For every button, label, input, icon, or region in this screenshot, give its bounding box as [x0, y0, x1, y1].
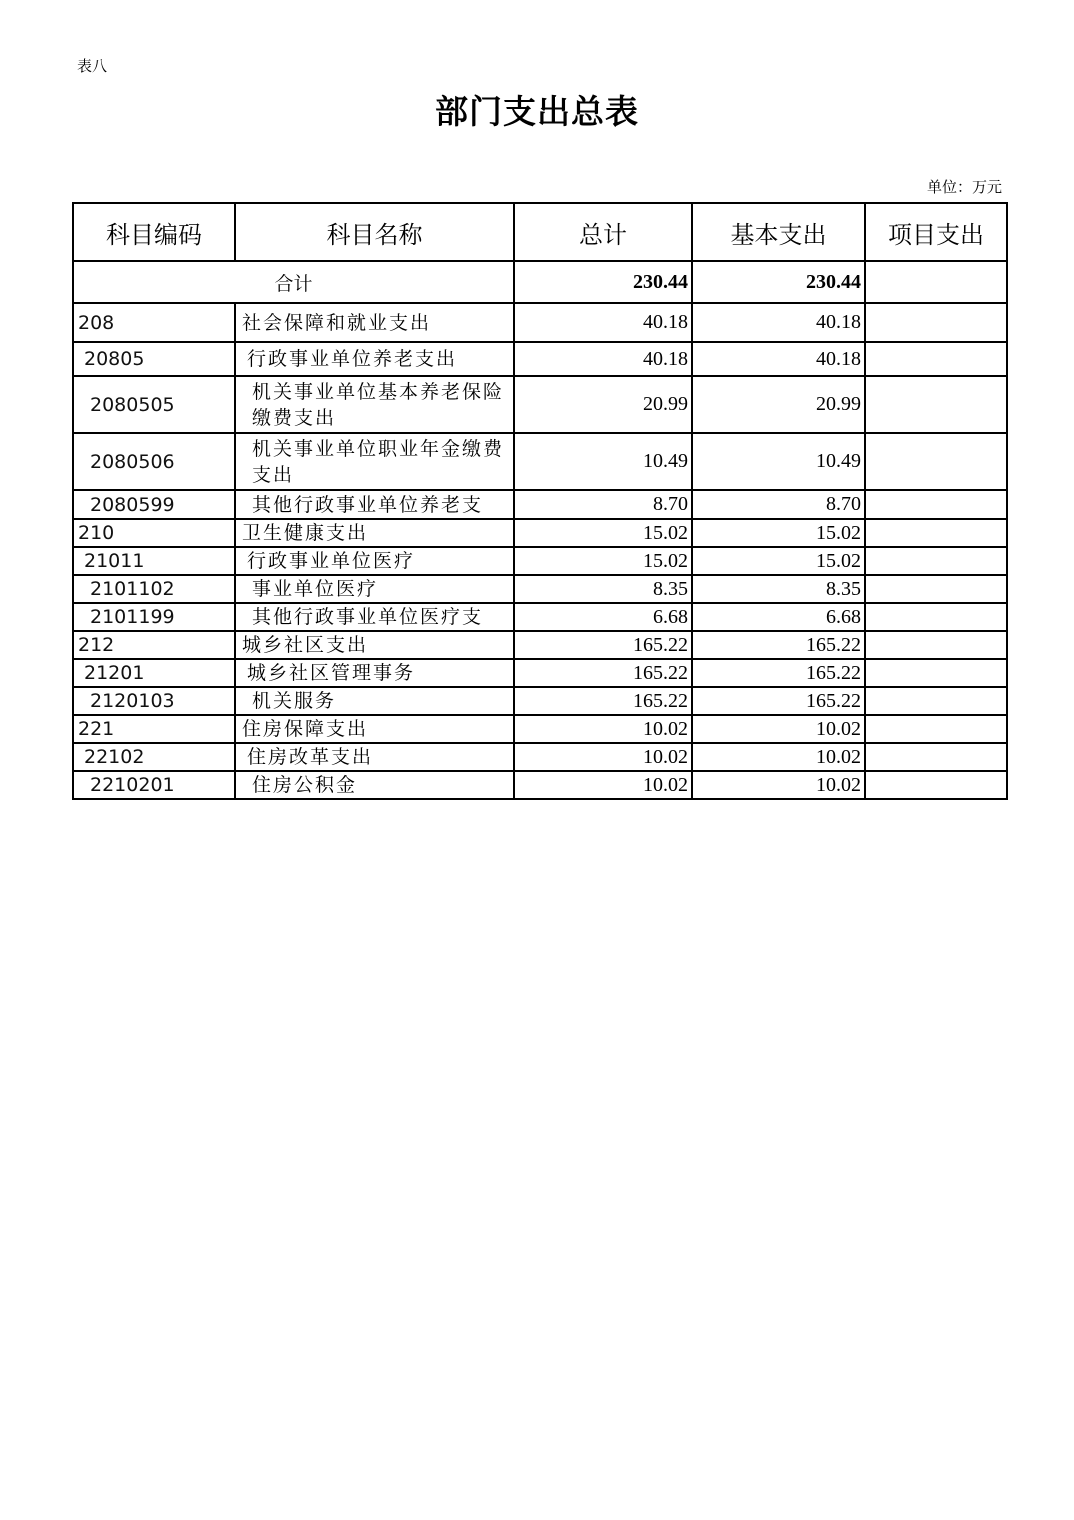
row-code: 2210201 — [73, 771, 235, 799]
row-total: 10.02 — [514, 771, 692, 799]
row-name: 城乡社区管理事务 — [235, 659, 514, 687]
row-code: 2080505 — [73, 376, 235, 433]
row-name: 其他行政事业单位养老支 — [235, 490, 514, 519]
table-row — [73, 659, 1007, 687]
row-basic: 10.49 — [692, 433, 865, 490]
table-row — [73, 771, 1007, 799]
row-total: 10.02 — [514, 715, 692, 743]
row-basic: 8.35 — [692, 575, 865, 603]
row-project — [865, 575, 1007, 603]
row-code: 2101102 — [73, 575, 235, 603]
table-row — [73, 715, 1007, 743]
row-basic: 40.18 — [692, 342, 865, 376]
expenditure-table — [72, 202, 1008, 800]
row-basic: 10.02 — [692, 715, 865, 743]
row-name: 机关事业单位基本养老保险缴费支出 — [235, 376, 514, 433]
row-project — [865, 631, 1007, 659]
row-project — [865, 519, 1007, 547]
row-basic: 165.22 — [692, 659, 865, 687]
row-code: 208 — [73, 303, 235, 342]
header-row — [73, 203, 1007, 261]
header-name: 科目名称 — [235, 203, 514, 261]
row-code: 22102 — [73, 743, 235, 771]
table-row — [73, 433, 1007, 490]
table-row — [73, 743, 1007, 771]
table-row — [73, 631, 1007, 659]
row-total: 10.02 — [514, 743, 692, 771]
row-code: 221 — [73, 715, 235, 743]
row-basic: 165.22 — [692, 631, 865, 659]
row-project — [865, 715, 1007, 743]
row-code: 2101199 — [73, 603, 235, 631]
row-total: 8.35 — [514, 575, 692, 603]
header-project: 项目支出 — [865, 203, 1007, 261]
header-total: 总计 — [514, 203, 692, 261]
row-total: 8.70 — [514, 490, 692, 519]
row-total: 15.02 — [514, 547, 692, 575]
row-name: 机关事业单位职业年金缴费支出 — [235, 433, 514, 490]
row-project — [865, 376, 1007, 433]
row-name: 事业单位医疗 — [235, 575, 514, 603]
table-row — [73, 376, 1007, 433]
row-name: 住房公积金 — [235, 771, 514, 799]
table-row — [73, 303, 1007, 342]
row-basic: 6.68 — [692, 603, 865, 631]
row-project — [865, 433, 1007, 490]
row-name: 行政事业单位养老支出 — [235, 342, 514, 376]
page-title: 部门支出总表 — [435, 92, 639, 131]
table-tag: 表八 — [77, 57, 108, 75]
row-project — [865, 743, 1007, 771]
row-name: 社会保障和就业支出 — [235, 303, 514, 342]
table-row — [73, 519, 1007, 547]
table-row — [73, 575, 1007, 603]
total-project — [865, 261, 1007, 303]
row-basic: 10.02 — [692, 743, 865, 771]
row-code: 2080599 — [73, 490, 235, 519]
row-basic: 15.02 — [692, 519, 865, 547]
row-total: 20.99 — [514, 376, 692, 433]
row-name: 城乡社区支出 — [235, 631, 514, 659]
total-row — [73, 261, 1007, 303]
row-total: 40.18 — [514, 303, 692, 342]
row-total: 165.22 — [514, 659, 692, 687]
row-name: 卫生健康支出 — [235, 519, 514, 547]
total-basic: 230.44 — [692, 261, 865, 303]
row-total: 40.18 — [514, 342, 692, 376]
row-code: 21011 — [73, 547, 235, 575]
row-name: 其他行政事业单位医疗支 — [235, 603, 514, 631]
row-project — [865, 490, 1007, 519]
total-label: 合计 — [73, 261, 514, 303]
row-basic: 8.70 — [692, 490, 865, 519]
row-project — [865, 303, 1007, 342]
table-row — [73, 687, 1007, 715]
row-name: 行政事业单位医疗 — [235, 547, 514, 575]
row-name: 住房保障支出 — [235, 715, 514, 743]
table-row — [73, 342, 1007, 376]
row-basic: 40.18 — [692, 303, 865, 342]
row-name: 住房改革支出 — [235, 743, 514, 771]
row-total: 165.22 — [514, 631, 692, 659]
row-code: 20805 — [73, 342, 235, 376]
row-project — [865, 342, 1007, 376]
row-project — [865, 659, 1007, 687]
row-basic: 15.02 — [692, 547, 865, 575]
row-name: 机关服务 — [235, 687, 514, 715]
row-total: 165.22 — [514, 687, 692, 715]
row-basic: 20.99 — [692, 376, 865, 433]
row-total: 6.68 — [514, 603, 692, 631]
table-row — [73, 490, 1007, 519]
row-project — [865, 687, 1007, 715]
table-row — [73, 547, 1007, 575]
row-total: 15.02 — [514, 519, 692, 547]
row-project — [865, 603, 1007, 631]
row-code: 210 — [73, 519, 235, 547]
row-code: 212 — [73, 631, 235, 659]
table-row — [73, 603, 1007, 631]
header-code: 科目编码 — [73, 203, 235, 261]
total-sum: 230.44 — [514, 261, 692, 303]
row-project — [865, 771, 1007, 799]
unit-label: 单位：万元 — [926, 178, 1002, 196]
row-code: 2080506 — [73, 433, 235, 490]
row-project — [865, 547, 1007, 575]
row-code: 21201 — [73, 659, 235, 687]
header-basic: 基本支出 — [692, 203, 865, 261]
row-basic: 165.22 — [692, 687, 865, 715]
row-total: 10.49 — [514, 433, 692, 490]
row-code: 2120103 — [73, 687, 235, 715]
row-basic: 10.02 — [692, 771, 865, 799]
